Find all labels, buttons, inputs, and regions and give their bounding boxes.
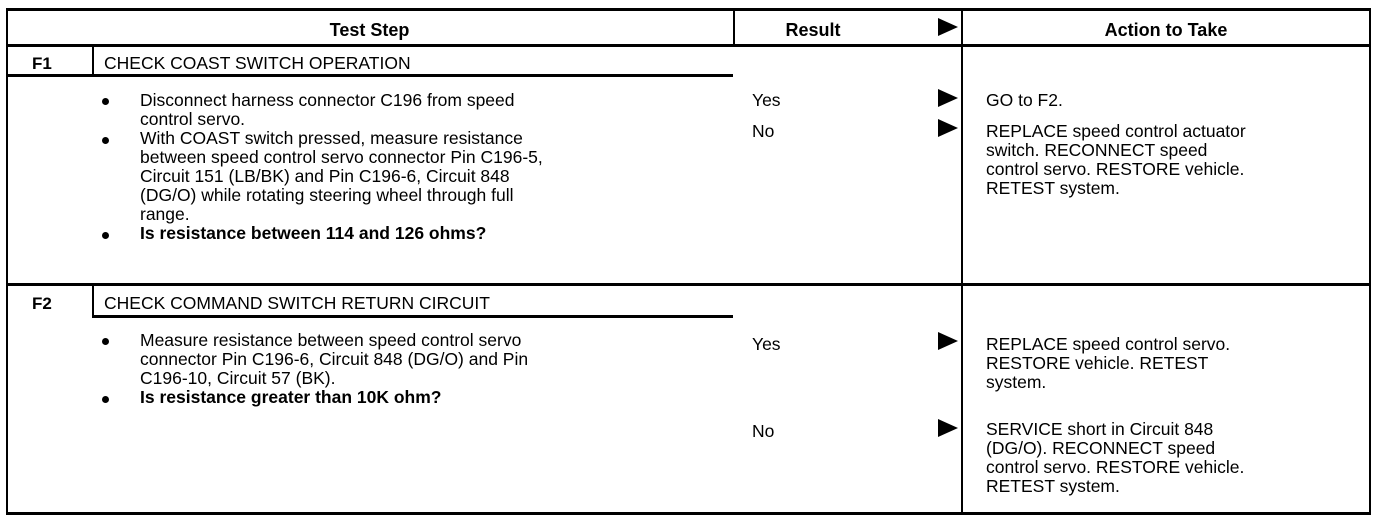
step-id-f1: F1 (32, 54, 52, 73)
bullet-icon (102, 232, 109, 239)
title-divider-f2 (92, 315, 733, 318)
f1-instruction-2-line-2: between speed control servo connector Pin C196-5, (140, 147, 543, 167)
f1-instruction-1-line-2: control servo. (140, 109, 246, 129)
f2-action-no-line-1: SERVICE short in Circuit 848 (986, 419, 1214, 439)
table-left-border (6, 8, 8, 515)
f2-action-yes-line-1: REPLACE speed control servo. (986, 334, 1231, 354)
result-arrow-icon (938, 89, 958, 107)
step-separator (6, 283, 1371, 286)
f2-action-no-line-4: RETEST system. (986, 476, 1120, 496)
step-title-f2: CHECK COMMAND SWITCH RETURN CIRCUIT (104, 293, 490, 313)
result-arrow-icon (938, 419, 958, 437)
header-result: Result (785, 20, 841, 40)
f2-action-no-line-3: control servo. RESTORE vehicle. (986, 457, 1245, 477)
header-arrow-icon (938, 18, 958, 36)
f1-action-no-line-2: switch. RECONNECT speed (986, 140, 1208, 160)
f2-instruction-1-line-3: C196-10, Circuit 57 (BK). (140, 368, 336, 388)
f1-question: Is resistance between 114 and 126 ohms? (140, 223, 487, 243)
f1-action-no-line-1: REPLACE speed control actuator (986, 121, 1246, 141)
f1-instruction-2-line-3: Circuit 151 (LB/BK) and Pin C196-6, Circuit 848 (140, 166, 510, 186)
f1-action-no-line-3: control servo. RESTORE vehicle. (986, 159, 1245, 179)
f2-question: Is resistance greater than 10K ohm? (140, 387, 442, 407)
step-id-divider-f2 (92, 283, 94, 315)
f1-instruction-1-line-1: Disconnect harness connector C196 from speed (140, 90, 515, 110)
column-divider-action (961, 8, 963, 515)
f1-instruction-2-line-4: (DG/O) while rotating steering wheel through full (140, 185, 514, 205)
f1-instruction-2-line-1: With COAST switch pressed, measure resistance (140, 128, 523, 148)
step-title-f1: CHECK COAST SWITCH OPERATION (104, 53, 411, 73)
bullet-icon (102, 396, 109, 403)
f1-result-no: No (752, 121, 775, 141)
f2-action-yes-line-2: RESTORE vehicle. RETEST (986, 353, 1209, 373)
step-id-f2: F2 (32, 294, 52, 313)
table-right-border (1369, 8, 1371, 515)
header-action: Action to Take (1104, 20, 1228, 40)
test-step-table (6, 8, 1371, 515)
f1-action-yes: GO to F2. (986, 90, 1063, 110)
result-arrow-icon (938, 332, 958, 350)
bullet-icon (102, 137, 109, 144)
f2-result-yes: Yes (752, 334, 781, 354)
f1-action-no-line-4: RETEST system. (986, 178, 1120, 198)
f2-result-no: No (752, 421, 775, 441)
header-test-step: Test Step (329, 20, 410, 40)
title-divider-f1 (6, 74, 733, 77)
bullet-icon (102, 98, 109, 105)
f1-instruction-2-line-5: range. (140, 204, 190, 224)
f2-action-no-line-2: (DG/O). RECONNECT speed (986, 438, 1216, 458)
f2-action-yes-line-3: system. (986, 372, 1047, 392)
f2-instruction-1-line-1: Measure resistance between speed control servo (140, 330, 522, 350)
f2-instruction-1-line-2: connector Pin C196-6, Circuit 848 (DG/O) and Pin (140, 349, 529, 369)
bullet-icon (102, 338, 109, 345)
table-bottom-border (6, 512, 1371, 515)
header-divider (6, 44, 1371, 47)
f1-result-yes: Yes (752, 90, 781, 110)
table-top-border (6, 8, 1371, 11)
step-id-divider-f1 (92, 44, 94, 75)
result-arrow-icon (938, 119, 958, 137)
